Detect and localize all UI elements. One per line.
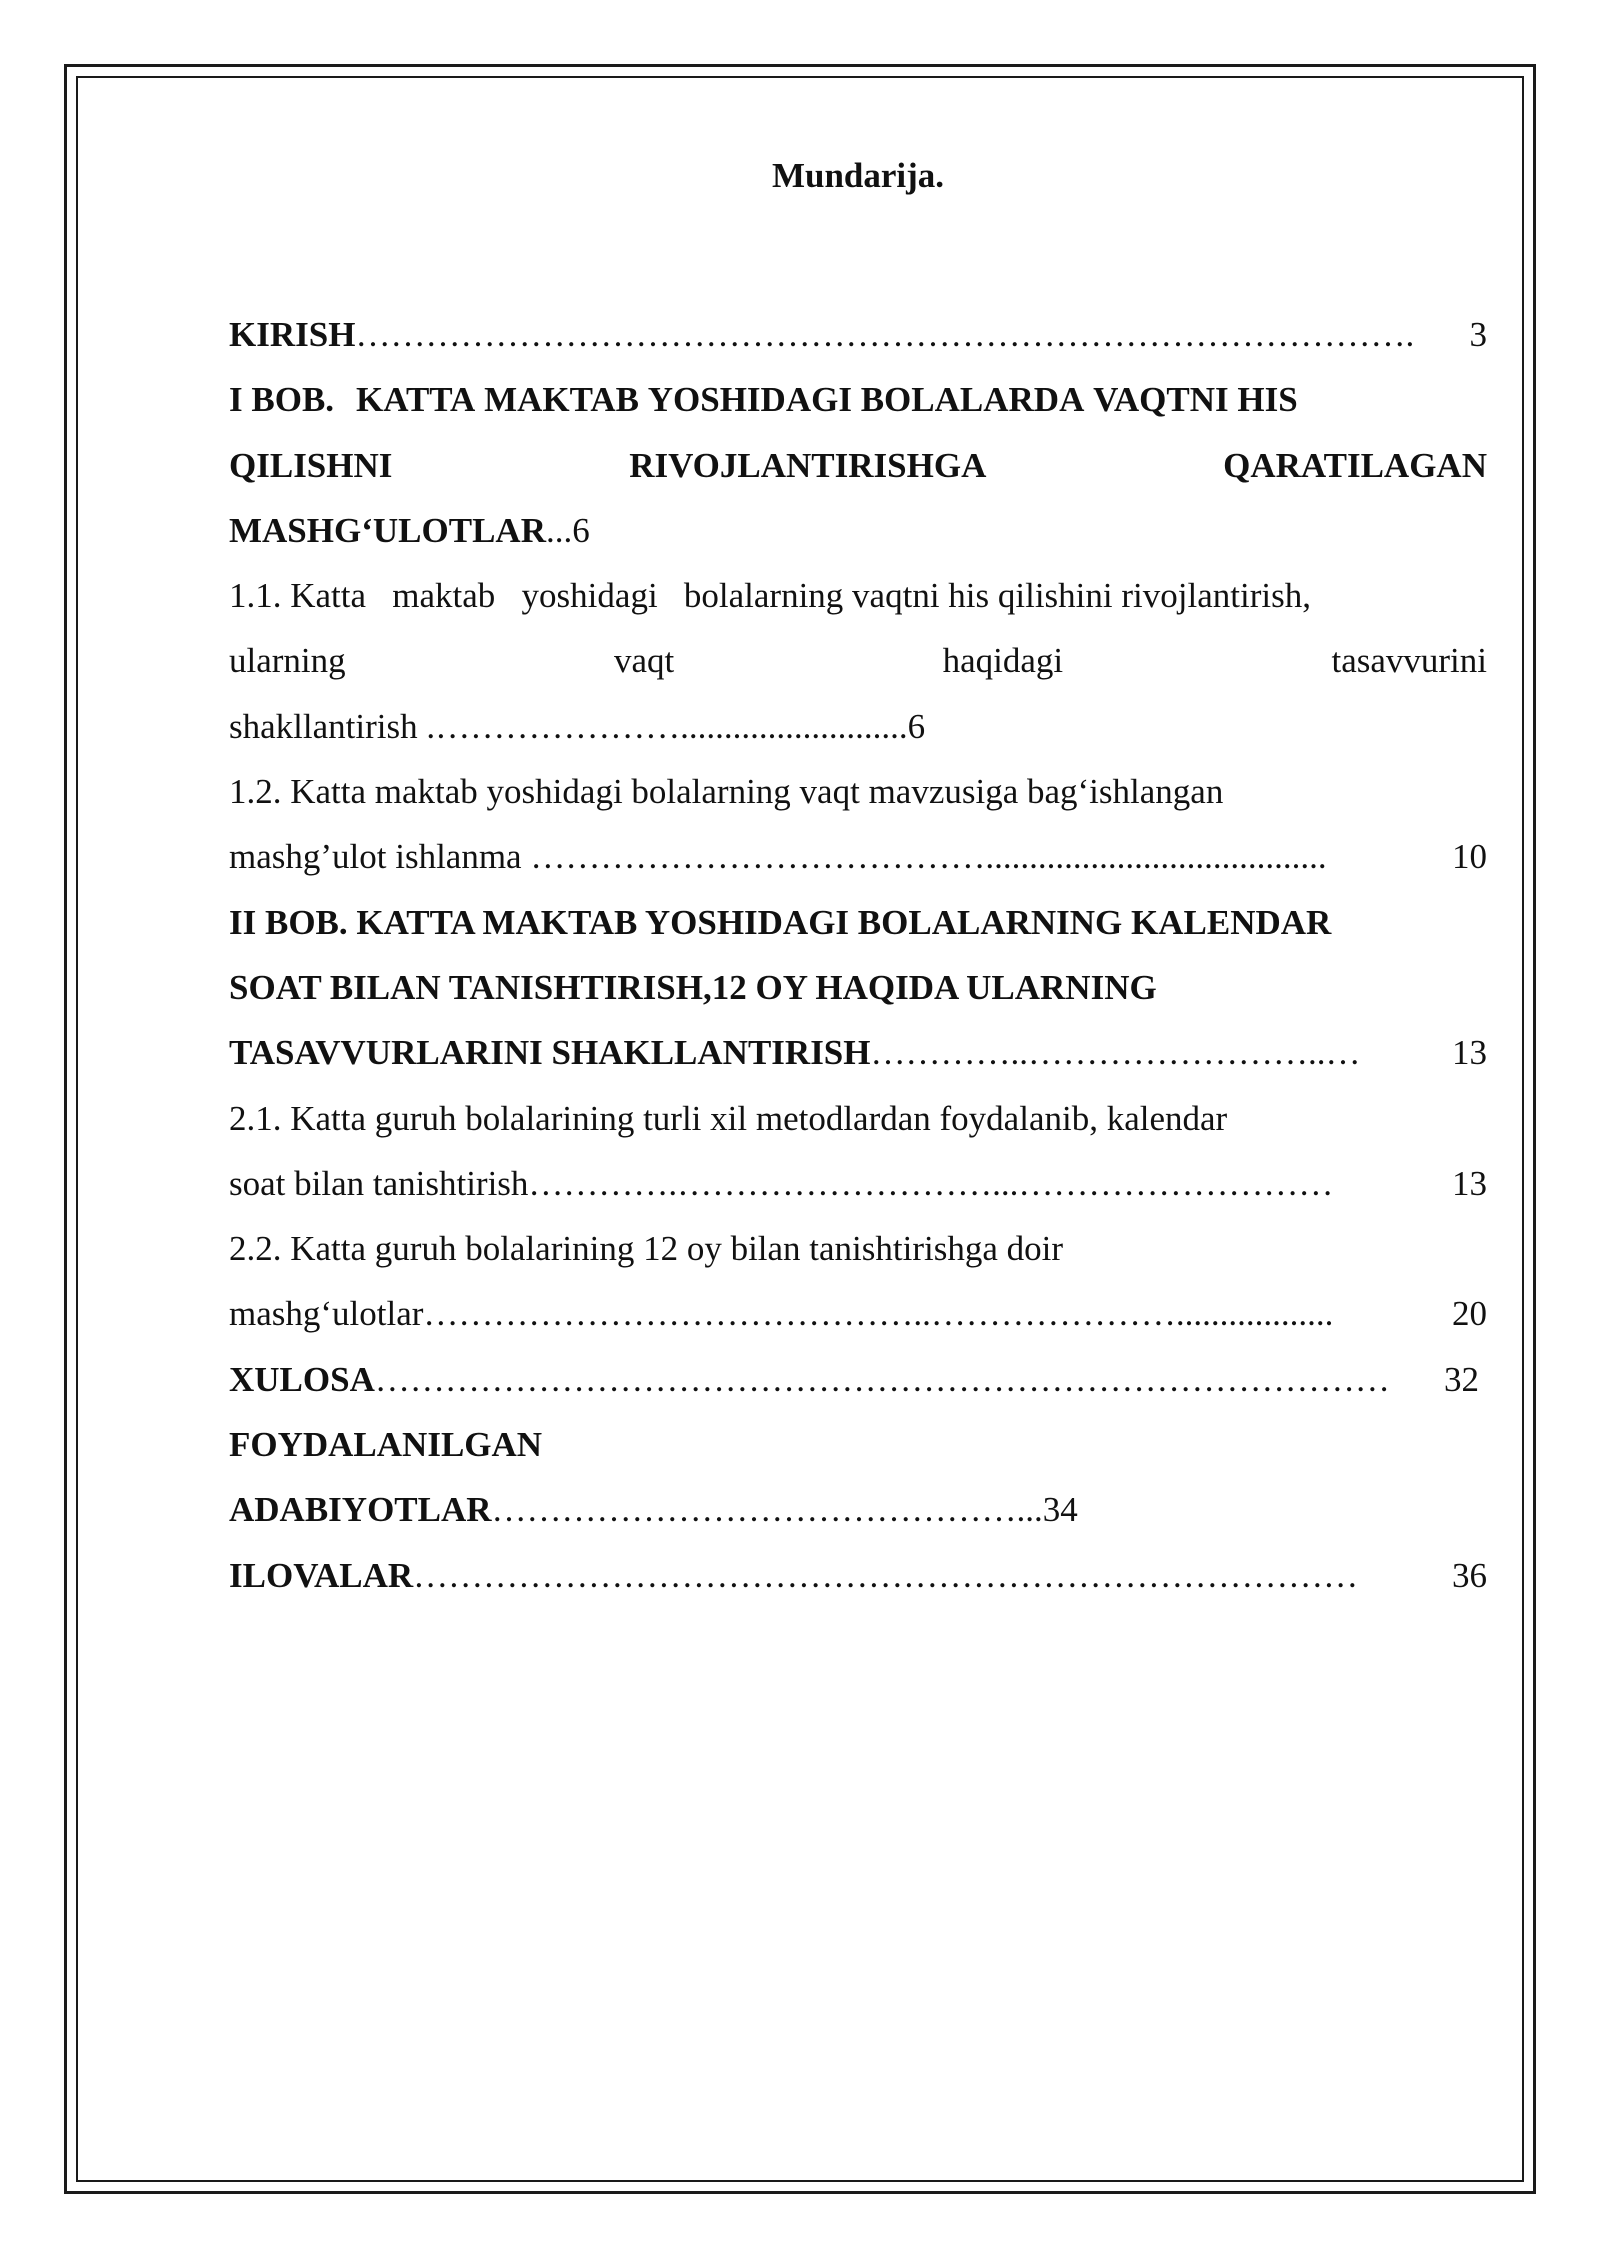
toc-entry-chapter-2-line-2 xyxy=(229,955,1487,1020)
toc-entry-1-1-line-2 xyxy=(229,628,1487,693)
toc-entry-1-1-line-1 xyxy=(229,563,1487,628)
toc-entry-chapter-1-line-1 xyxy=(229,367,1487,432)
toc-leader-dots: ……………………………………..………………….................. xyxy=(423,1294,1334,1334)
toc-entry-title: 1.1. Katta maktab yoshidagi bolalarning vaqtni his qilishini rivojlantirish, xyxy=(229,576,1311,616)
toc-word: haqidagi xyxy=(942,641,1064,681)
toc-word: tasavvurini xyxy=(1331,641,1487,681)
toc-entry-chapter-1-line-2 xyxy=(229,433,1487,498)
toc-entry-kirish xyxy=(229,302,1487,367)
toc-word: I BOB. xyxy=(229,380,335,420)
toc-word: RIVOJLANTIRISHGA xyxy=(629,445,987,485)
toc-entry-2-2-line-1 xyxy=(229,1216,1487,1281)
toc-word: vaqt xyxy=(613,641,675,681)
toc-entry-title: XULOSA xyxy=(229,1359,375,1399)
toc-page-number: 13 xyxy=(1452,1033,1487,1073)
toc-word: YOSHIDAGI xyxy=(647,380,852,420)
toc-entry-title: ADABIYOTLAR xyxy=(229,1490,492,1530)
toc-leader-dots: ………….………………………...……………………… xyxy=(528,1163,1334,1203)
toc-entry-title: KIRISH xyxy=(229,315,356,354)
toc-leader-dots: …………………………………………………………………………… xyxy=(374,1359,1390,1399)
toc-entry-title: TASAVVURLARINI SHAKLLANTIRISH xyxy=(229,1033,871,1073)
toc-page-number: 34 xyxy=(1042,1490,1078,1530)
toc-entry-2-2-line-2 xyxy=(229,1281,1487,1346)
toc-entry-title: 2.1. Katta guruh bolalarining turli xil metodlardan foydalanib, kalendar xyxy=(229,1098,1228,1138)
toc-entry-title: soat bilan tanishtirish xyxy=(229,1163,529,1203)
toc-entry-bibliography-line-1 xyxy=(229,1412,1487,1477)
toc-entry-chapter-2-line-3 xyxy=(229,1020,1487,1085)
toc-page-number: 6 xyxy=(907,706,926,746)
toc-entry-title: II BOB. KATTA MAKTAB YOSHIDAGI BOLALARNING KALENDAR xyxy=(229,902,1332,942)
toc-leader-dots: ……………………………………………………………………… xyxy=(413,1555,1359,1595)
toc-word: BOLALARDA xyxy=(860,380,1085,420)
toc-leader-dots: …………..……………………..… xyxy=(870,1033,1361,1073)
toc-entry-1-2-line-1 xyxy=(229,759,1487,824)
toc-entry-title: mashg’ulot ishlanma xyxy=(229,837,531,877)
toc-leader-dots: ………………………………………………………………………………. xyxy=(355,315,1415,354)
toc-entry-chapter-1-line-3 xyxy=(229,498,1487,563)
toc-entry-2-1-line-1 xyxy=(229,1086,1487,1151)
toc-leader-dots: ... xyxy=(545,510,573,550)
toc-page-number: 3 xyxy=(1469,315,1487,354)
table-of-contents xyxy=(229,302,1487,1608)
toc-word: QILISHNI xyxy=(229,445,393,485)
toc-entry-title: shakllantirish xyxy=(229,706,427,746)
toc-page-number: 32 xyxy=(1444,1359,1479,1399)
toc-entry-2-1-line-2 xyxy=(229,1151,1487,1216)
toc-word: MAKTAB xyxy=(484,380,639,420)
toc-word: VAQTNI xyxy=(1093,380,1229,420)
toc-page-number: 6 xyxy=(572,510,590,550)
toc-entry-bibliography-line-2 xyxy=(229,1477,1487,1542)
toc-page-number: 20 xyxy=(1452,1294,1487,1334)
toc-page-number: 13 xyxy=(1452,1163,1487,1203)
toc-page-number: 10 xyxy=(1452,837,1487,877)
toc-page-number: 36 xyxy=(1452,1555,1487,1595)
toc-entry-1-1-line-3 xyxy=(229,694,1487,759)
toc-leader-dots: …………………………………....................................... xyxy=(530,837,1327,877)
toc-leader-dots: .………………….......................... xyxy=(426,706,908,746)
toc-leader-dots: ………………………………………... xyxy=(491,1490,1043,1530)
toc-entry-title: mashg‘ulotlar xyxy=(229,1294,424,1334)
toc-word: QARATILAGAN xyxy=(1223,445,1487,485)
toc-entry-title: 1.2. Katta maktab yoshidagi bolalarning vaqt mavzusiga bag‘ishlangan xyxy=(229,772,1224,812)
toc-entry-ilovalar xyxy=(229,1543,1487,1608)
toc-entry-title: 2.2. Katta guruh bolalarining 12 oy bilan tanishtirishga doir xyxy=(229,1229,1064,1269)
page-title: Mundarija. xyxy=(771,156,945,195)
toc-entry-title: SOAT BILAN TANISHTIRISH,12 OY HAQIDA ULARNING xyxy=(229,967,1157,1007)
toc-word: KATTA xyxy=(356,380,476,420)
toc-entry-chapter-2-line-1 xyxy=(229,890,1487,955)
toc-word: ularning xyxy=(229,641,346,681)
toc-entry-title: MASHG‘ULOTLAR xyxy=(229,510,546,550)
toc-word: HIS xyxy=(1237,380,1298,420)
toc-entry-title: ILOVALAR xyxy=(229,1555,414,1595)
toc-entry-xulosa xyxy=(229,1347,1479,1412)
toc-entry-1-2-line-2 xyxy=(229,824,1487,889)
toc-entry-title: FOYDALANILGAN xyxy=(229,1425,543,1465)
